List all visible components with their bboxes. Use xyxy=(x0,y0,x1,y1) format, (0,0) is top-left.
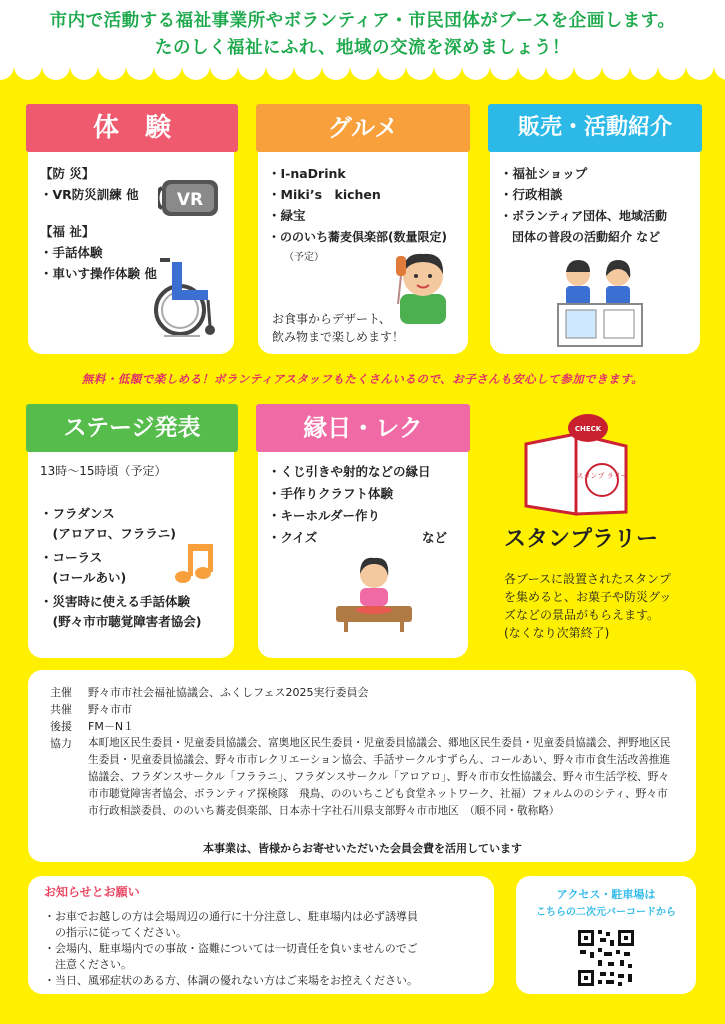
cohost-label: 共催 xyxy=(50,703,72,716)
support-label: 後援 xyxy=(50,720,72,733)
sales-item-1: ・福祉ショップ xyxy=(500,166,588,181)
host-label: 主催 xyxy=(50,686,72,699)
welfare-item-1: ・手話体験 xyxy=(40,245,103,260)
header-intro xyxy=(0,8,725,62)
stamp-book-label: スタンプ ラリー xyxy=(576,472,628,480)
gourmet-footer-2: 飲み物まで楽しめます！ xyxy=(272,330,405,344)
stage-item-5: ・災害時に使える手話体験 xyxy=(40,594,191,609)
gourmet-item-3: ・緑宝 xyxy=(268,208,306,223)
info-item-4: 注意ください。 xyxy=(44,958,132,971)
info-title: お知らせとお願い xyxy=(44,885,140,899)
access-line-2: こちらの二次元バーコードから xyxy=(536,907,676,918)
stamp-desc-2: を集めると、お菓子や防災グッ xyxy=(504,590,672,604)
header-line-1: 市内で活動する福祉事業所やボランティア・市民団体がブースを企画します。 xyxy=(49,11,676,31)
header-line-2: たのしく福祉にふれ、地域の交流を深めましょう！ xyxy=(154,38,571,58)
stage-banner: ステージ発表 xyxy=(26,404,238,452)
booth-staff-icon xyxy=(556,252,644,348)
ennichi-item-2: ・手作りクラフト体験 xyxy=(268,486,394,501)
ennichi-item-4: ・クイズ xyxy=(268,530,318,545)
gourmet-banner: グルメ xyxy=(256,104,470,152)
info-item-5: ・当日、風邪症状のある方、体調の優れない方はご来場をお控えください。 xyxy=(44,974,418,987)
info-item-1: ・お車でお越しの方は会場周辺の通行に十分注意し、駐車場内は必ず誘導員 xyxy=(44,910,418,923)
music-note-icon xyxy=(170,540,218,588)
stage-item-4: (コールあい) xyxy=(40,570,127,585)
welfare-item-2: ・車いす操作体験 他 xyxy=(40,266,157,281)
stamp-label: CHECK xyxy=(574,425,602,433)
support-value: FM－N１ xyxy=(88,720,135,733)
boy-eating-icon xyxy=(388,244,454,324)
coop-label: 協力 xyxy=(50,737,72,750)
disaster-heading: 【防 災】 xyxy=(40,166,95,181)
stamp-book-icon xyxy=(518,410,636,520)
ennichi-etc: など xyxy=(422,530,448,545)
stamp-desc-4: (なくなり次第終了) xyxy=(504,626,610,640)
girl-crafting-icon xyxy=(330,552,416,636)
gourmet-item-2: ・Miki’s kichen xyxy=(268,187,381,202)
stamp-rally-title: スタンプラリー xyxy=(504,527,659,552)
gourmet-footer-1: お食事からデザート、 xyxy=(272,312,391,326)
stage-item-2: (アロアロ、フララニ) xyxy=(40,526,176,541)
sales-banner: 販売・活動紹介 xyxy=(488,104,702,152)
notice-line: 無料・低額で楽しめる！ボランティアスタッフもたくさんいるので、お子さんも安心して参加できます。 xyxy=(81,372,644,386)
sales-item-2: ・行政相談 xyxy=(500,187,563,202)
disaster-item: ・VR防災訓練 他 xyxy=(40,187,139,202)
gourmet-note: （予定） xyxy=(284,252,324,263)
ennichi-banner: 縁日・レク xyxy=(256,404,470,452)
info-item-3: ・会場内、駐車場内での事故・盗難については一切責任を負いませんのでご xyxy=(44,942,418,955)
stage-time: 13時～15時頃（予定） xyxy=(40,464,167,478)
welfare-heading: 【福 祉】 xyxy=(40,224,95,239)
stamp-desc-3: ズなどの景品がもらえます。 xyxy=(504,608,660,622)
funding-note: 本事業は、皆様からお寄せいただいた会員会費を活用しています xyxy=(203,842,522,855)
info-item-2: の指示に従ってください。 xyxy=(44,926,187,939)
wheelchair-icon xyxy=(150,252,222,340)
experience-banner: 体 験 xyxy=(26,104,238,152)
gourmet-item-4: ・ののいち蕎麦倶楽部(数量限定) xyxy=(268,230,447,244)
qr-code-icon[interactable] xyxy=(576,928,636,988)
stage-item-1: ・フラダンス xyxy=(40,506,115,521)
stage-item-6: (野々市市聴覚障害者協会) xyxy=(40,614,202,629)
ennichi-item-3: ・キーホルダー作り xyxy=(268,508,381,523)
vr-headset-icon xyxy=(158,172,222,220)
coop-value: 本町地区民生委員・児童委員協議会、富奥地区民生委員・児童委員協議会、郷地区民生委員・児童委員協議会、押野地区民生委員・児童委員協議会、野々市市レクリエーション協会、手話サークルすずらん、コールあい、野々市市食生活改善推進協議会、フラダンスサークル「フララニ」、フラダンスサークル「アロアロ」、野々市市女性協議会、野々市生活学校、野々市市聴覚障害者協会、ボランティア探検隊 飛鳥、ののいちこども食堂ネットワーク、社福）フォルムののシティ、野々市市行政相談委員、ののいち蕎麦倶楽部、日本赤十字社石川県支部野々市市地区 （順不同・敬称略） xyxy=(88,737,671,817)
access-line-1: アクセス・駐車場は xyxy=(556,888,656,901)
cohost-value: 野々市市 xyxy=(88,703,132,716)
stage-item-3: ・コーラス xyxy=(40,550,103,565)
host-value: 野々市市社会福祉協議会、ふくしフェス2025実行委員会 xyxy=(88,686,369,699)
stamp-desc-1: 各ブースに設置されたスタンプ xyxy=(504,572,672,586)
gourmet-item-1: ・I-naDrink xyxy=(268,166,346,181)
ennichi-item-1: ・くじ引きや射的などの縁日 xyxy=(268,464,431,479)
sales-item-4: 団体の普段の活動紹介 など xyxy=(500,230,661,244)
sales-item-3: ・ボランティア団体、地域活動 xyxy=(500,209,668,223)
vr-label: VR xyxy=(176,190,204,210)
